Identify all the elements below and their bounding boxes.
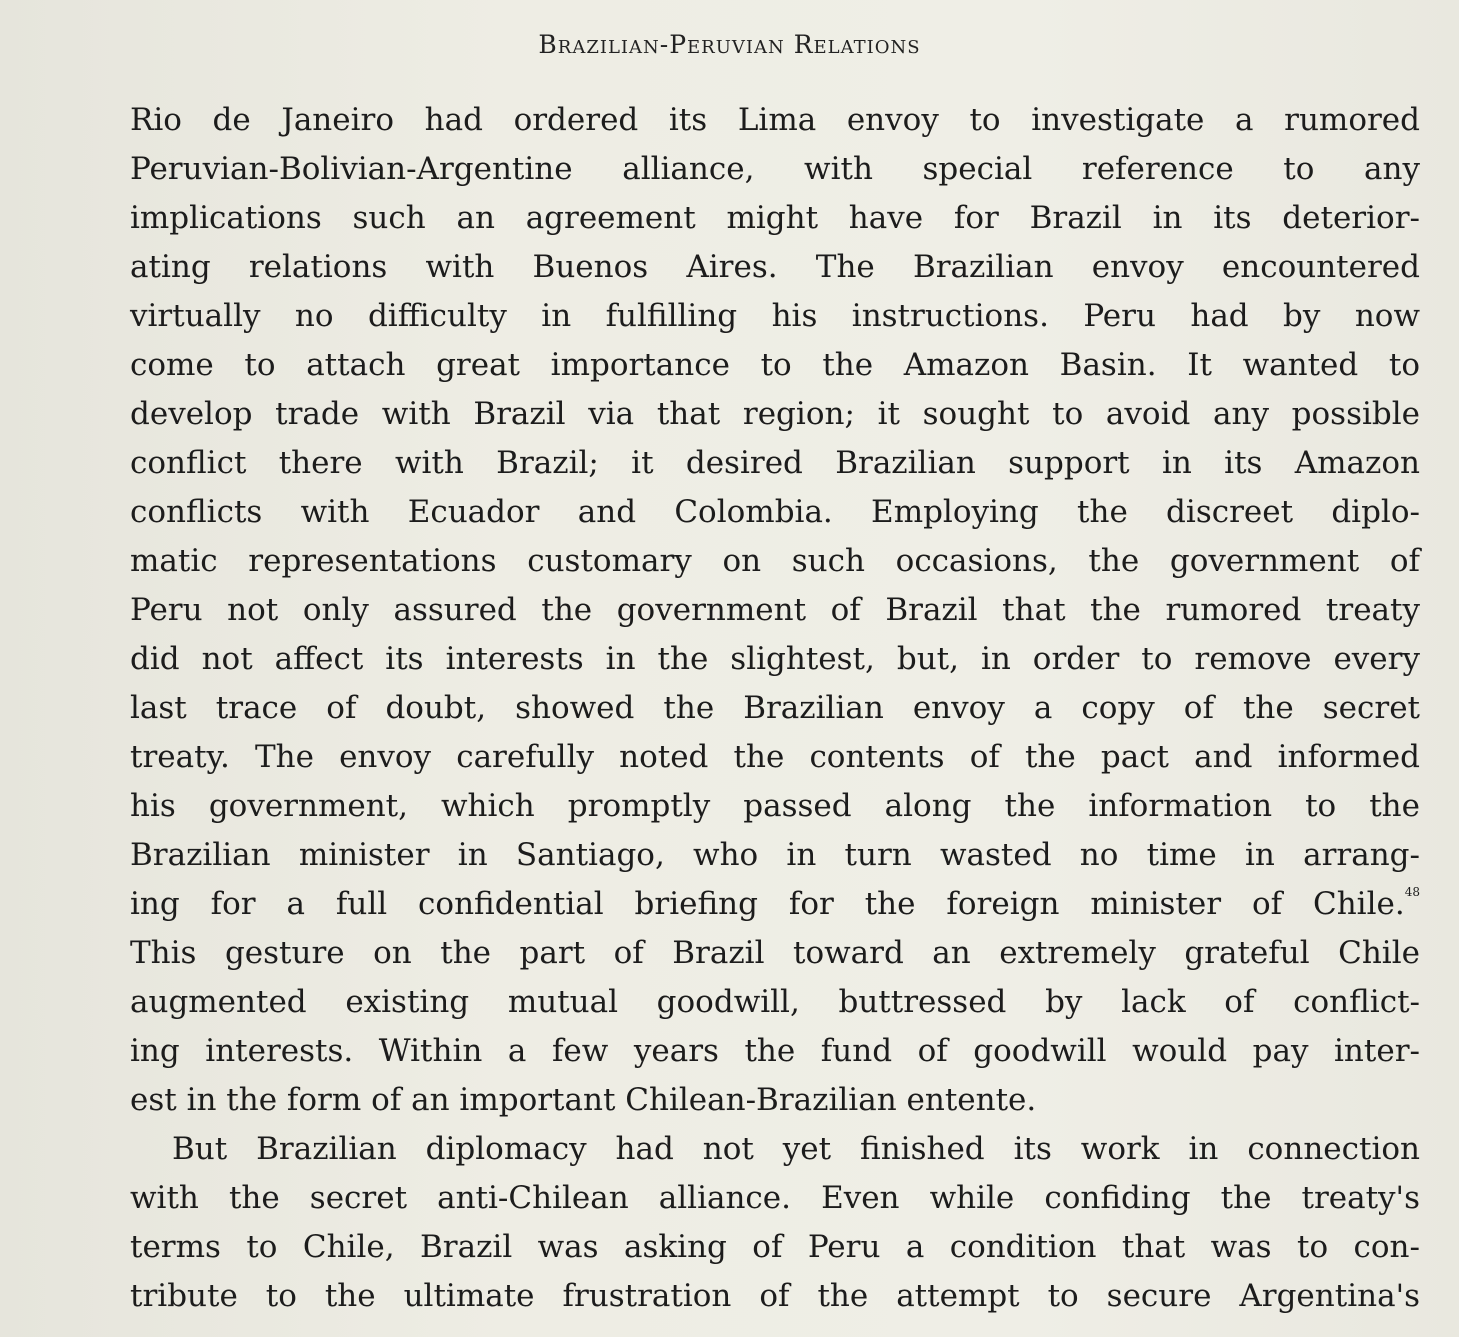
text-line: terms to Chile, Brazil was asking of Peru a condition that was to con- bbox=[130, 1229, 1420, 1265]
text-line: virtually no difficulty in fulfilling his instructions. Peru had by now bbox=[130, 298, 1420, 334]
text-line: conflict there with Brazil; it desired Brazilian support in its Amazon bbox=[130, 445, 1420, 481]
text-line: Peru not only assured the government of Brazil that the rumored treaty bbox=[130, 592, 1420, 628]
text-line: treaty. The envoy carefully noted the contents of the pact and informed bbox=[130, 739, 1420, 775]
text-line: Rio de Janeiro had ordered its Lima envoy to investigate a rumored bbox=[130, 102, 1420, 138]
paragraph-1 bbox=[130, 96, 1420, 1125]
text-line: his government, which promptly passed along the information to the bbox=[130, 788, 1420, 824]
running-head: Brazilian-Peruvian Relations bbox=[538, 30, 921, 59]
text-line: conflicts with Ecuador and Colombia. Employing the discreet diplo- bbox=[130, 494, 1420, 530]
text-line: Brazilian minister in Santiago, who in turn wasted no time in arrang- bbox=[130, 837, 1420, 873]
text-line: matic representations customary on such occasions, the government of bbox=[130, 543, 1420, 579]
text-line: tribute to the ultimate frustration of the attempt to secure Argentina's bbox=[130, 1278, 1420, 1314]
text-line: augmented existing mutual goodwill, buttressed by lack of conflict- bbox=[130, 984, 1420, 1020]
text-line: last trace of doubt, showed the Brazilian envoy a copy of the secret bbox=[130, 690, 1420, 726]
text-line: est in the form of an important Chilean-Brazilian entente. bbox=[130, 1082, 1037, 1118]
body-text bbox=[130, 96, 1420, 1321]
paragraph-2 bbox=[130, 1125, 1420, 1321]
text-line: ing interests. Within a few years the fund of goodwill would pay inter- bbox=[130, 1033, 1420, 1069]
text-line: Peruvian-Bolivian-Argentine alliance, with special reference to any bbox=[130, 151, 1420, 187]
text-line-content: ing for a full confidential briefing for the foreign minister of Chile. bbox=[130, 886, 1405, 922]
text-line: develop trade with Brazil via that region; it sought to avoid any possible bbox=[130, 396, 1420, 432]
text-line: ating relations with Buenos Aires. The Brazilian envoy encountered bbox=[130, 249, 1420, 285]
footnote-marker: 48 bbox=[1404, 885, 1420, 899]
text-line: implications such an agreement might have for Brazil in its deterior- bbox=[130, 200, 1420, 236]
text-line-with-footnote bbox=[130, 880, 1420, 929]
text-line: with the secret anti-Chilean alliance. Even while confiding the treaty's bbox=[130, 1180, 1420, 1216]
text-line: This gesture on the part of Brazil toward an extremely grateful Chile bbox=[130, 935, 1420, 971]
text-line: come to attach great importance to the Amazon Basin. It wanted to bbox=[130, 347, 1420, 383]
text-line: But Brazilian diplomacy had not yet finished its work in connection bbox=[172, 1131, 1420, 1167]
text-line: did not affect its interests in the slightest, but, in order to remove every bbox=[130, 641, 1420, 677]
